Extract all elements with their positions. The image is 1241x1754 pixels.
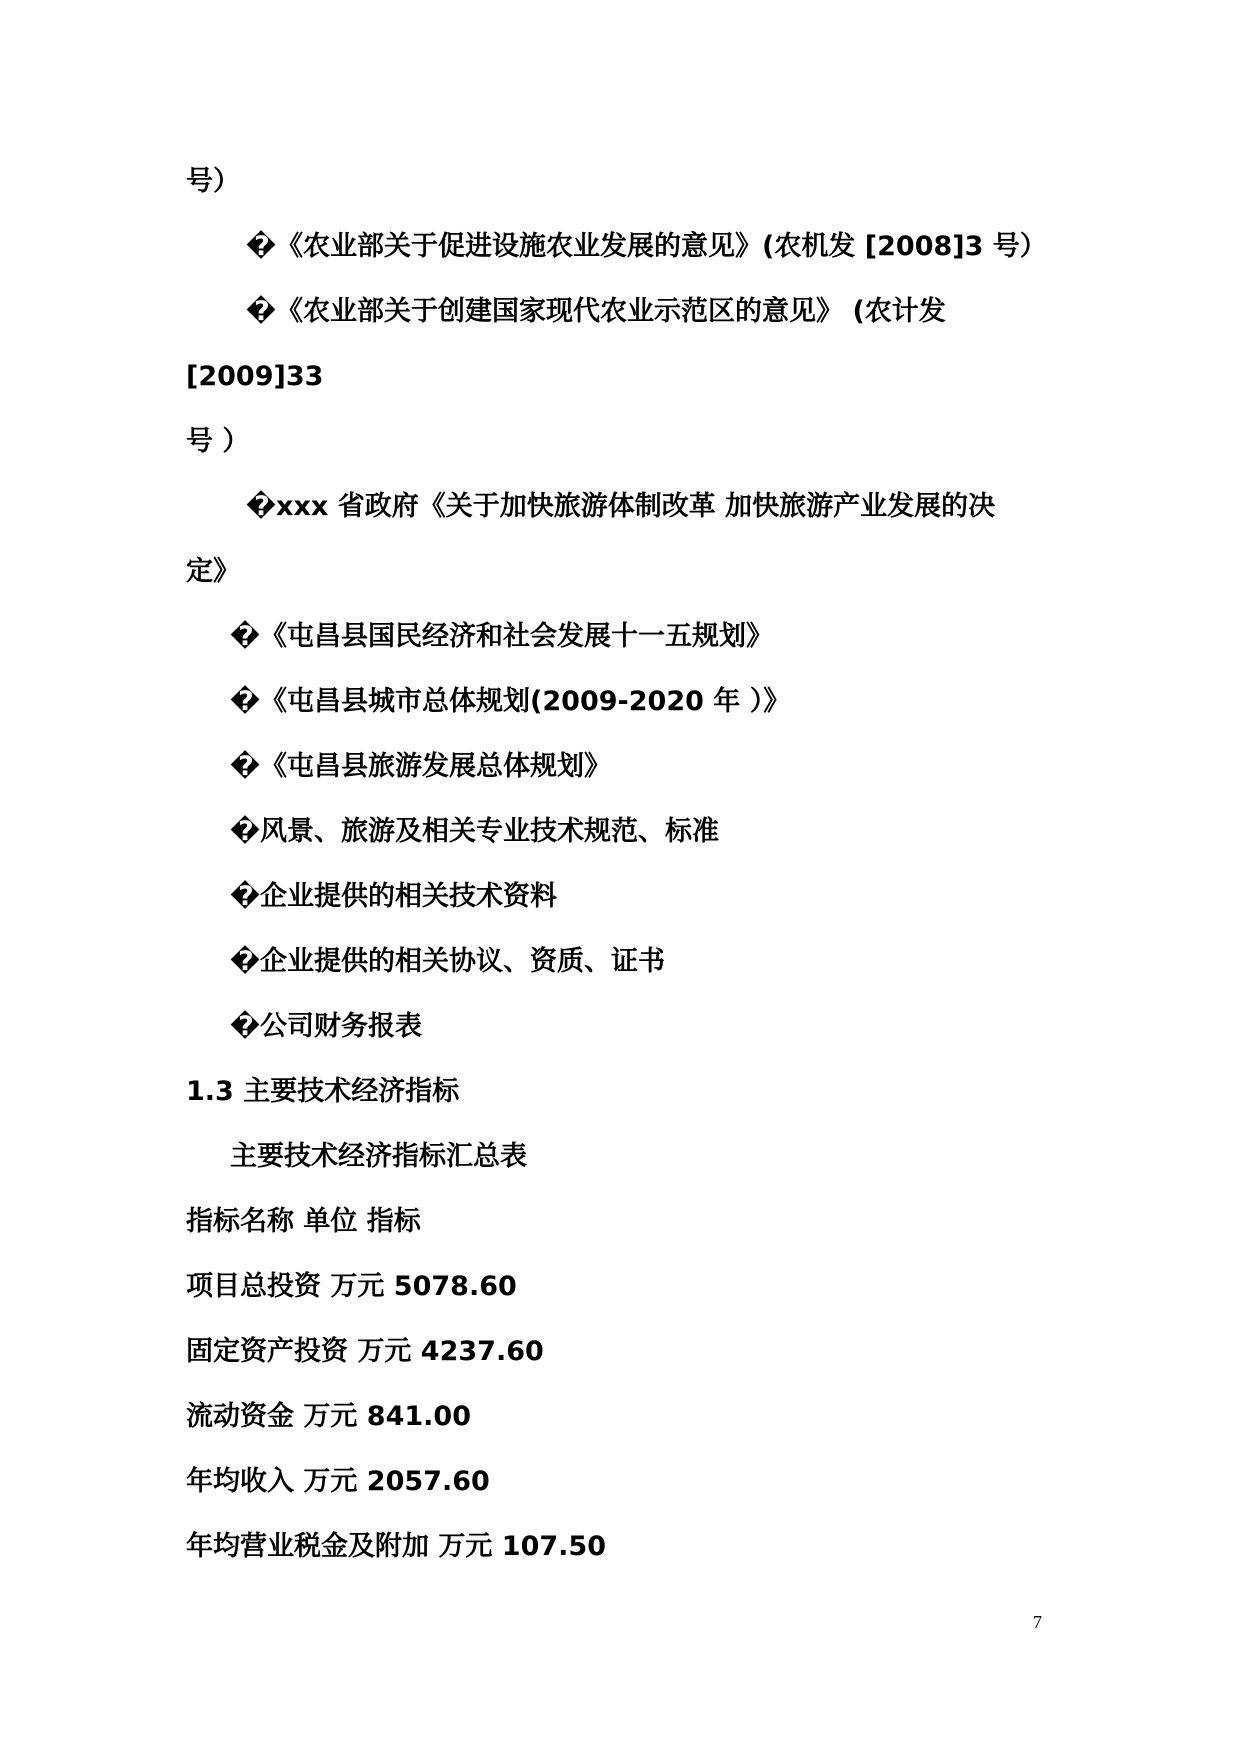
indicator-row: 项目总投资 万元 5078.60	[186, 1271, 517, 1302]
regulation-item: �xxx 省政府《关于加快旅游体制改革 加快旅游产业发展的决	[246, 491, 996, 522]
regulation-item: �企业提供的相关协议、资质、证书	[230, 946, 666, 977]
table-header: 指标名称 单位 指标	[186, 1206, 421, 1237]
regulation-item: �《屯昌县旅游发展总体规划》	[230, 751, 612, 782]
regulation-item: �《农业部关于促进设施农业发展的意见》(农机发 [2008]3 号）	[246, 231, 1047, 262]
text-line: 号 ）	[186, 426, 250, 457]
regulation-item: �《屯昌县国民经济和社会发展十一五规划》	[230, 621, 774, 652]
regulation-item: �风景、旅游及相关专业技术规范、标准	[230, 816, 720, 847]
indicator-row: 年均收入 万元 2057.60	[186, 1466, 490, 1497]
indicator-row: 年均营业税金及附加 万元 107.50	[186, 1531, 606, 1562]
table-title: 主要技术经济指标汇总表	[230, 1141, 527, 1172]
section-heading: 1.3 主要技术经济指标	[186, 1076, 460, 1107]
indicator-row: 流动资金 万元 841.00	[186, 1401, 471, 1432]
text-line: [2009]33	[186, 361, 324, 392]
page-number: 7	[1033, 1612, 1042, 1632]
text-line: 定》	[186, 556, 240, 587]
regulation-item: �公司财务报表	[230, 1011, 423, 1042]
regulation-item: �《农业部关于创建国家现代农业示范区的意见》 (农计发	[246, 296, 946, 327]
regulation-item: �企业提供的相关技术资料	[230, 881, 558, 912]
text-line: 号）	[186, 166, 240, 197]
regulation-item: �《屯昌县城市总体规划(2009-2020 年 ）》	[230, 686, 791, 717]
indicator-row: 固定资产投资 万元 4237.60	[186, 1336, 544, 1367]
